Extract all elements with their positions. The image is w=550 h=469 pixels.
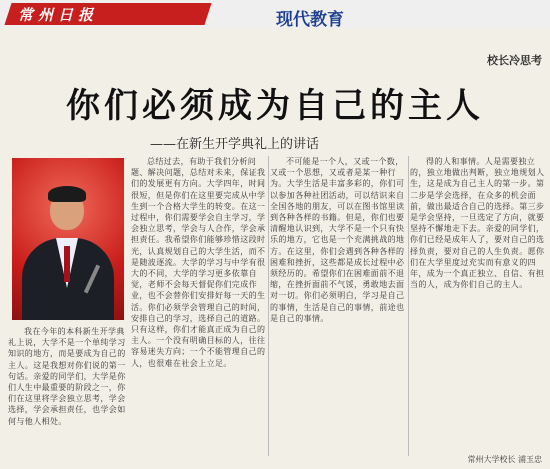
photo-tie — [64, 246, 70, 282]
column-4-text: 得的人和事情。人是需要独立的，独立地做出判断，独立地规划人生，这是成为自己主人的第一步。第二步是学会选择，在众多的机会面前，做出最适合自己的选择。第三步是学会坚持，一旦选定了方向，就要坚持不懈地走下去。亲爱的同学们，你们已经是成年人了，要对自己的选择负责，要对自己的人生负责。愿你们在大学里度过充实而有意义的四年，成为一个真正独立、自信、有担当的人，成为你们自己的主人。 — [410, 157, 545, 290]
article-column-2 — [131, 156, 268, 466]
column-3-text: 不可能是一个人，又或一个数，又或一个思想，又或者是某一种行为。大学生活是丰富多彩的，你们可以参加各种社团活动，可以结识来自全国各地的朋友，可以在图书馆里读到各种各样的书籍。但是，你们也要清醒地认识到，大学不是一个只有快乐的地方，它也是一个充满挑战的地方。在这里，你们会遇到各种各样的困难和挫折，这些都是成长过程中必须经历的。希望你们在困难面前不退缩，在挫折面前不气馁，勇敢地去面对一切。你们必须明白，学习是自己的事情，生活是自己的事情，前途也是自己的事情。 — [270, 157, 405, 323]
column-divider — [408, 156, 409, 456]
author-byline: 常州大学校长 浦玉忠 — [463, 454, 542, 465]
article-column-1 — [8, 326, 128, 466]
newspaper-name: 常州日报 — [18, 6, 99, 24]
article-headline: 你们必须成为自己的主人 — [66, 86, 484, 126]
column-2-text: 总结过去，有助于我们分析问题、解决问题，总结对未来，保证我们的发展更有方向。大学四年，时间很短，但是你们在这里要完成从中学生到一个合格大学生的转变。在这一过程中，你们需要学会自主学习，学会独立思考，学会与人合作，学会承担责任。我希望你们能够珍惜这段时光，认真规划自己的大学生活，而不是随波逐流。大学的学习与中学有很大的不同，大学的学习更多依靠自觉，老师不会每天督促你们完成作业，也不会替你们安排好每一天的生活。你们必须学会管理自己的时间，安排自己的学习，选择自己的道路。只有这样，你们才能真正成为自己的主人。一个没有明确目标的人，往往容易迷失方向；一个不能管理自己的人，也很难在社会上立足。 — [131, 157, 266, 368]
masthead-bar — [0, 0, 550, 28]
column-tag: 校长冷思考 — [487, 54, 542, 67]
article-column-3 — [270, 156, 406, 466]
section-title: 现代教育 — [276, 10, 344, 30]
column-divider — [268, 156, 269, 456]
column-1-text: 我在今年的本科新生开学典礼上说，大学不是一个单纯学习知识的地方，而是要成为自己的主人。这是我想对你们说的第一句话。亲爱的同学们，大学是你们人生中最重要的阶段之一，你们在这里将学会独立思考，学会选择，学会承担责任，也学会如何与他人相处。 — [8, 327, 126, 426]
photo-hair — [48, 186, 86, 202]
article-subtitle: ——在新生开学典礼上的讲话 — [150, 137, 320, 152]
speaker-photo — [12, 158, 124, 320]
article-column-4 — [410, 156, 546, 466]
